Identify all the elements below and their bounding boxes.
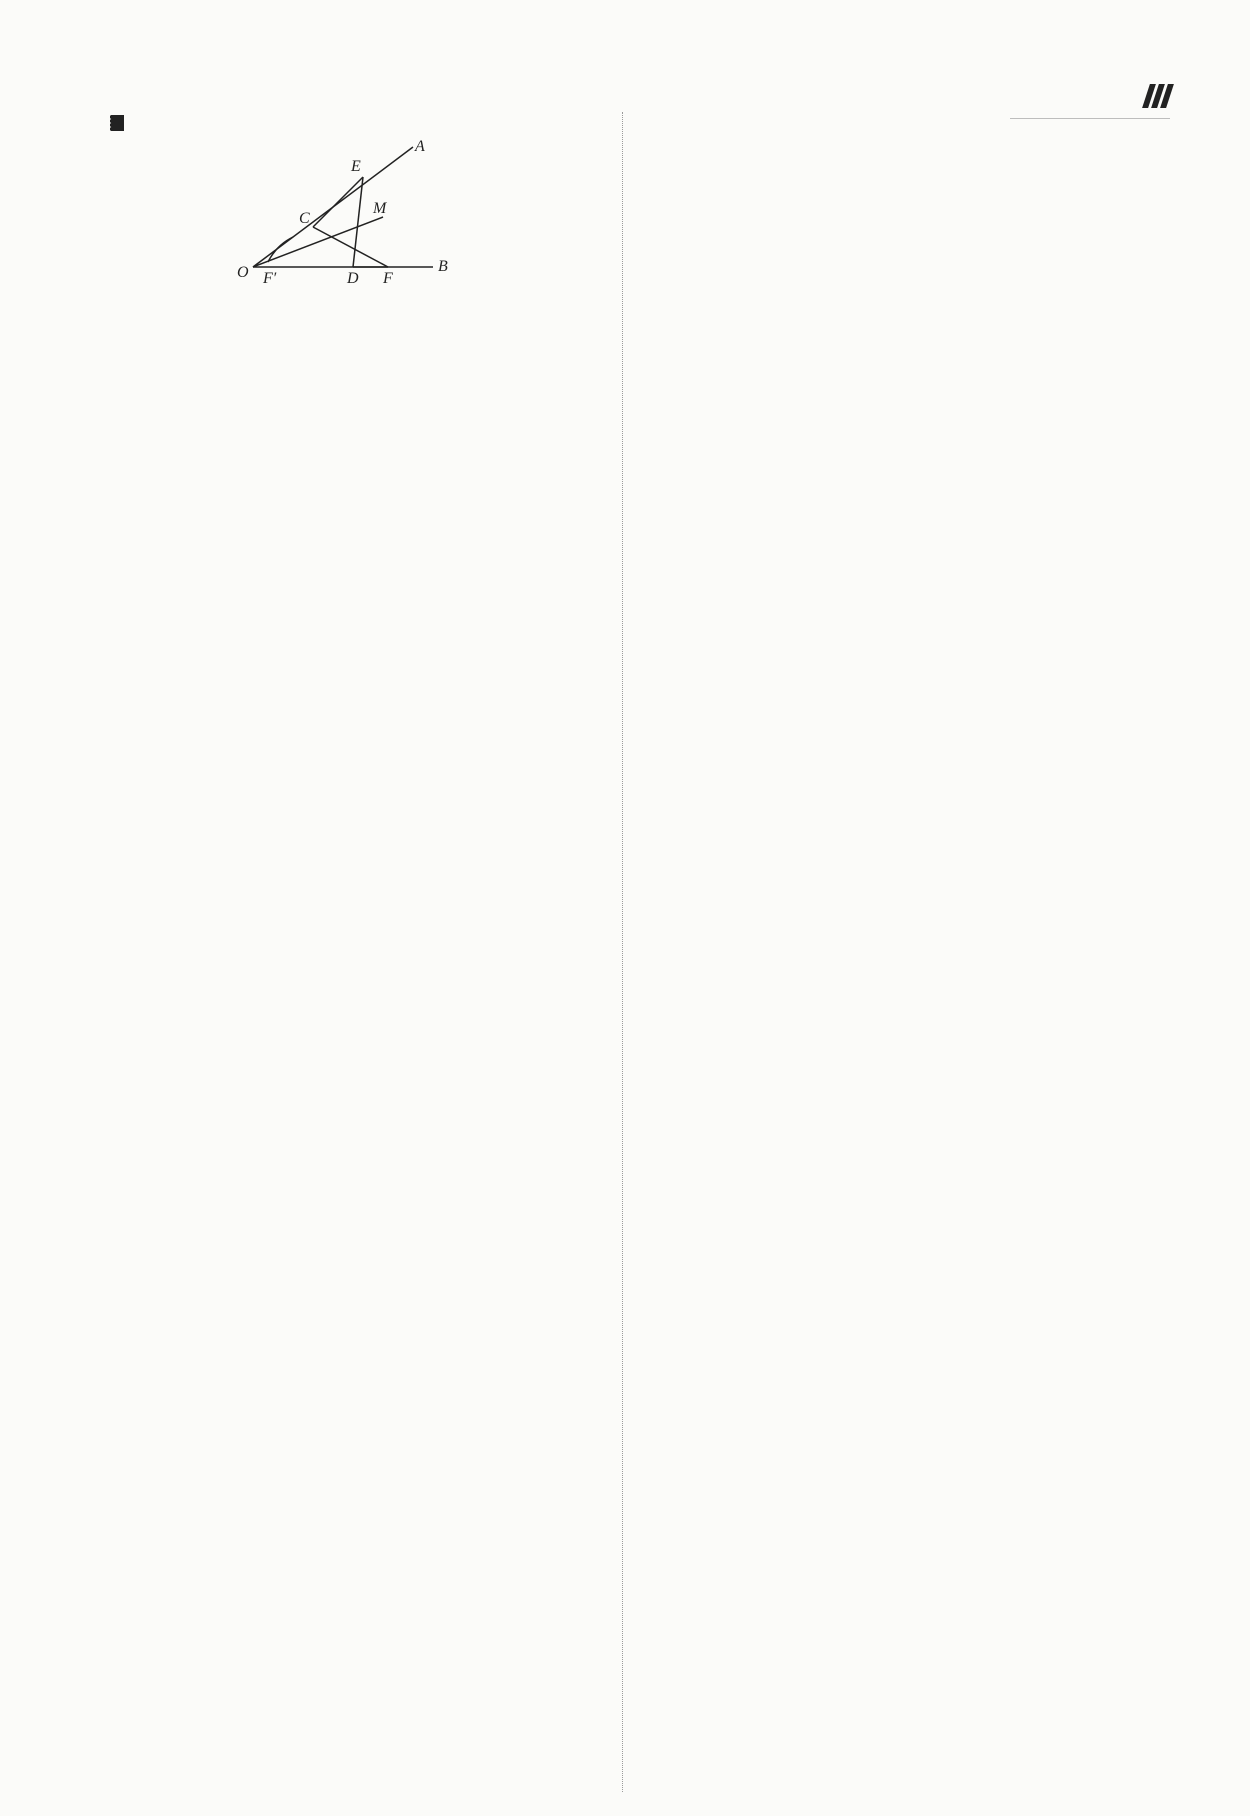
label-f-prime: F′ <box>262 270 276 287</box>
segment-cf <box>313 227 388 267</box>
ray-om <box>253 217 383 267</box>
label-c: C <box>298 210 310 227</box>
header-rule <box>1010 118 1170 119</box>
label-b: B <box>437 258 448 275</box>
label-d: D <box>346 270 359 287</box>
page-header <box>1136 84 1170 108</box>
congruence-system <box>80 127 615 131</box>
page-mark-icon <box>1146 84 1170 108</box>
label-e: E <box>350 158 361 175</box>
label-a: A <box>414 138 425 155</box>
label-o: O <box>236 264 249 281</box>
brace-icon <box>110 127 124 131</box>
left-column <box>80 115 615 287</box>
angle-bisector-figure <box>233 137 463 287</box>
label-m: M <box>372 200 386 217</box>
column-divider <box>622 112 623 1792</box>
label-f: F <box>382 270 393 287</box>
segment-ce <box>313 177 363 227</box>
